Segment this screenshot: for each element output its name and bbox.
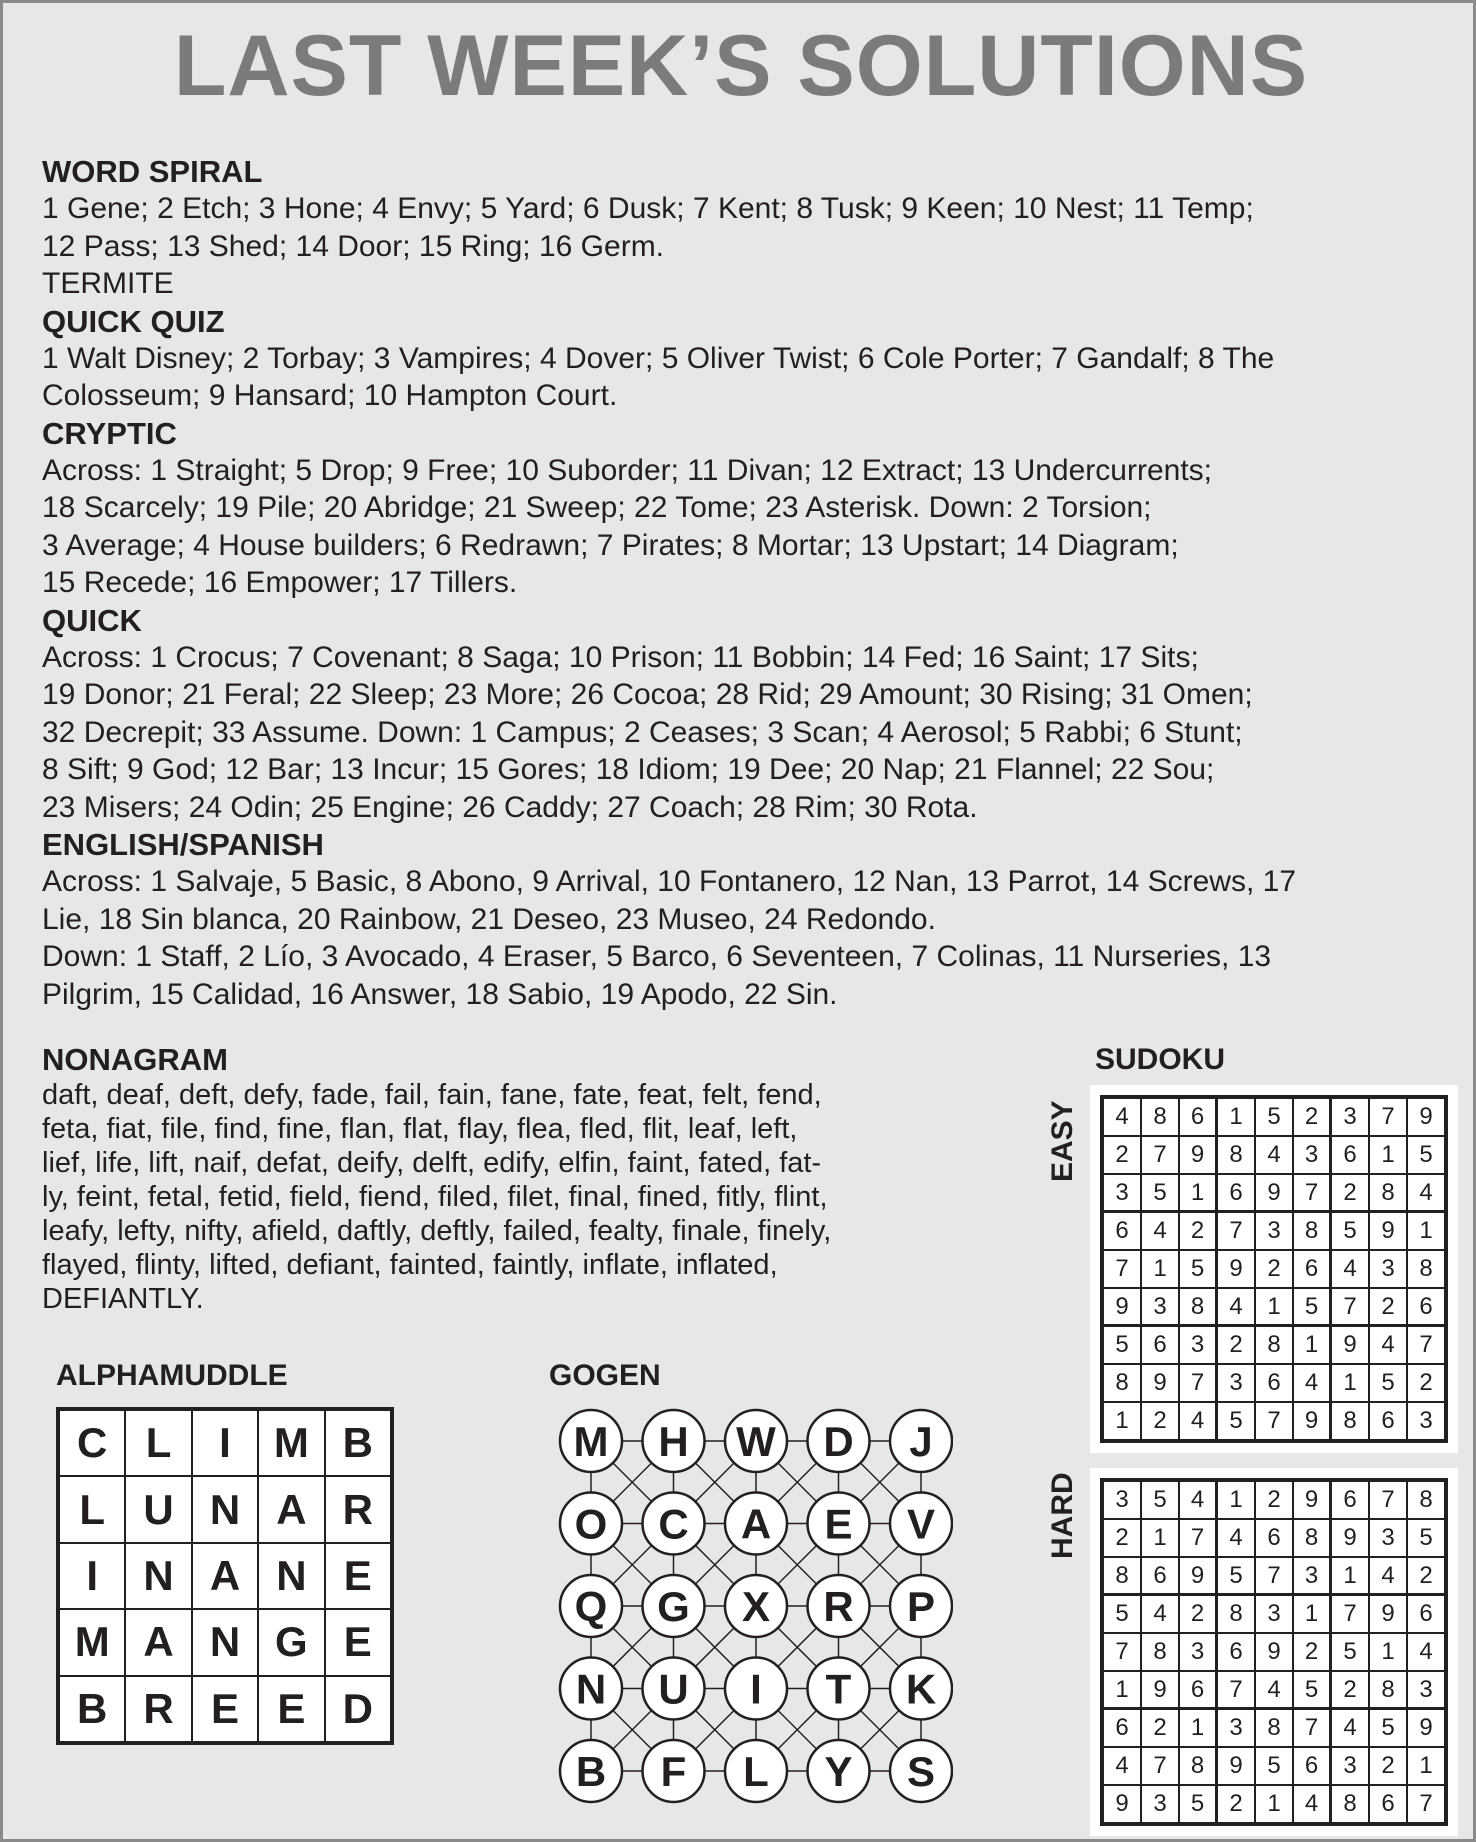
gogen-letter: H (658, 1418, 689, 1465)
alphamuddle-cell: A (192, 1543, 258, 1609)
nonagram-text-line: flayed, flinty, lifted, defiant, fainted, faintly, inflate, inflated, (42, 1249, 778, 1281)
sudoku-hard-cell: 4 (1407, 1633, 1445, 1671)
section-text-line: Down: 1 Staff, 2 Lío, 3 Avocado, 4 Eraser, 5 Barco, 6 Seventeen, 7 Colinas, 11 Nurseries, 13 (42, 940, 1272, 973)
sudoku-easy-cell: 6 (1141, 1326, 1179, 1364)
sudoku-easy-cell: 1 (1179, 1174, 1217, 1212)
gogen-letter: Y (824, 1748, 853, 1795)
sudoku-hard-cell: 9 (1179, 1557, 1217, 1595)
sudoku-easy-cell: 2 (1179, 1212, 1217, 1250)
sudoku-hard-cell: 3 (1103, 1481, 1141, 1519)
section-heading: WORD SPIRAL (42, 154, 263, 189)
nonagram-text-line: feta, fiat, file, find, fine, flan, flat, flay, flea, fled, flit, leaf, left, (42, 1113, 798, 1145)
sudoku-hard-cell: 1 (1141, 1519, 1179, 1557)
sudoku-hard-cell: 7 (1331, 1595, 1369, 1633)
sudoku-easy-cell: 7 (1331, 1288, 1369, 1326)
sudoku-easy-cell: 6 (1217, 1174, 1255, 1212)
sudoku-hard-cell: 5 (1407, 1519, 1445, 1557)
sudoku-hard-cell: 8 (1369, 1671, 1407, 1709)
section-text-line: Across: 1 Crocus; 7 Covenant; 8 Saga; 10 Prison; 11 Bobbin; 14 Fed; 16 Saint; 17 Sits; (42, 640, 1199, 674)
sudoku-easy-cell: 5 (1331, 1212, 1369, 1250)
sudoku-easy-cell: 9 (1293, 1402, 1331, 1440)
sudoku-easy-cell: 1 (1407, 1212, 1445, 1250)
alphamuddle-cell: A (258, 1476, 324, 1542)
sudoku-hard-cell: 8 (1103, 1557, 1141, 1595)
gogen-letter: S (906, 1748, 936, 1795)
section-text-line: Across: 1 Straight; 5 Drop; 9 Free; 10 Suborder; 11 Divan; 12 Extract; 13 Undercurrents; (42, 453, 1212, 487)
sudoku-easy-cell: 4 (1217, 1288, 1255, 1326)
sudoku-easy-cell: 3 (1369, 1250, 1407, 1288)
sudoku-easy-cell: 1 (1255, 1288, 1293, 1326)
alphamuddle-cell: N (192, 1609, 258, 1675)
sudoku-easy-cell: 3 (1141, 1288, 1179, 1326)
sudoku-easy-cell: 4 (1103, 1098, 1141, 1136)
alphamuddle-cell: L (125, 1410, 191, 1476)
sudoku-easy-cell: 3 (1217, 1364, 1255, 1402)
sudoku-easy-cell: 8 (1179, 1288, 1217, 1326)
gogen-heading: GOGEN (549, 1359, 661, 1392)
sudoku-hard-cell: 2 (1293, 1633, 1331, 1671)
sudoku-easy-cell: 8 (1293, 1212, 1331, 1250)
sudoku-hard-cell: 6 (1103, 1709, 1141, 1747)
sudoku-easy-cell: 5 (1369, 1364, 1407, 1402)
section-text-line: Pilgrim, 15 Calidad, 16 Answer, 18 Sabio, 19 Apodo, 22 Sin. (42, 977, 838, 1011)
nonagram-text-line: DEFIANTLY. (42, 1283, 204, 1315)
sudoku-easy-cell: 5 (1179, 1250, 1217, 1288)
sudoku-easy-cell: 2 (1255, 1250, 1293, 1288)
section-text-line: 23 Misers; 24 Odin; 25 Engine; 26 Caddy; 27 Coach; 28 Rim; 30 Rota. (42, 790, 978, 824)
sudoku-hard-cell: 2 (1141, 1709, 1179, 1747)
sudoku-hard-cell: 8 (1217, 1595, 1255, 1633)
sudoku-hard-cell: 2 (1407, 1557, 1445, 1595)
sudoku-easy-cell: 3 (1293, 1136, 1331, 1174)
sudoku-easy-cell: 4 (1407, 1174, 1445, 1212)
sudoku-hard-cell: 6 (1179, 1671, 1217, 1709)
sudoku-hard-cell: 9 (1255, 1633, 1293, 1671)
sudoku-hard-cell: 8 (1331, 1785, 1369, 1823)
sudoku-easy-cell: 8 (1255, 1326, 1293, 1364)
section-text-line: 19 Donor; 21 Feral; 22 Sleep; 23 More; 26 Cocoa; 28 Rid; 29 Amount; 30 Rising; 31 Omen; (42, 678, 1253, 711)
sudoku-easy-cell: 2 (1293, 1098, 1331, 1136)
sudoku-hard-cell: 4 (1331, 1709, 1369, 1747)
sudoku-hard-cell: 8 (1255, 1709, 1293, 1747)
sudoku-easy-cell: 2 (1369, 1288, 1407, 1326)
sudoku-easy-cell: 1 (1331, 1364, 1369, 1402)
sudoku-easy (1090, 1085, 1458, 1453)
sudoku-hard-cell: 9 (1369, 1595, 1407, 1633)
gogen-letter: E (824, 1500, 853, 1548)
sudoku-hard-cell: 3 (1141, 1785, 1179, 1823)
sudoku-hard-cell: 5 (1141, 1481, 1179, 1519)
alphamuddle-cell: E (192, 1676, 258, 1742)
sudoku-easy-cell: 8 (1141, 1098, 1179, 1136)
section-text-line: 15 Recede; 16 Empower; 17 Tillers. (42, 566, 518, 599)
alphamuddle-cell: E (325, 1543, 391, 1609)
section-text-line: 1 Walt Disney; 2 Torbay; 3 Vampires; 4 Dover; 5 Oliver Twist; 6 Cole Porter; 7 Gandalf; 8 The (42, 341, 1275, 375)
gogen-letter: A (740, 1500, 772, 1548)
gogen-grid (553, 1403, 953, 1823)
sudoku-easy-cell: 3 (1407, 1402, 1445, 1440)
sudoku-hard-cell: 5 (1293, 1671, 1331, 1709)
sudoku-easy-cell: 2 (1103, 1136, 1141, 1174)
sudoku-hard-cell: 4 (1103, 1747, 1141, 1785)
gogen-letter: J (909, 1418, 933, 1465)
sudoku-hard-cell: 9 (1407, 1709, 1445, 1747)
alphamuddle-cell: I (59, 1543, 125, 1609)
sudoku-easy-cell: 6 (1407, 1288, 1445, 1326)
gogen-letter: C (658, 1500, 689, 1548)
sudoku-heading: SUDOKU (1095, 1043, 1226, 1076)
sudoku-easy-cell: 8 (1217, 1136, 1255, 1174)
sudoku-easy-cell: 2 (1217, 1326, 1255, 1364)
alphamuddle-heading: ALPHAMUDDLE (56, 1359, 288, 1392)
gogen-letter: W (736, 1418, 776, 1465)
section-text-line: 1 Gene; 2 Etch; 3 Hone; 4 Envy; 5 Yard; 6 Dusk; 7 Kent; 8 Tusk; 9 Keen; 10 Nest; 11 Temp; (42, 192, 1254, 225)
sudoku-hard-cell: 9 (1331, 1519, 1369, 1557)
sudoku-easy-cell: 9 (1103, 1288, 1141, 1326)
sudoku-hard-cell: 9 (1103, 1785, 1141, 1823)
alphamuddle-cell: R (325, 1476, 391, 1542)
sudoku-hard-cell: 7 (1255, 1557, 1293, 1595)
gogen-letter: U (658, 1665, 689, 1713)
sudoku-easy-cell: 9 (1217, 1250, 1255, 1288)
alphamuddle-cell: E (258, 1676, 324, 1742)
sudoku-hard-cell: 5 (1217, 1557, 1255, 1595)
sudoku-easy-cell: 7 (1369, 1098, 1407, 1136)
sudoku-easy-cell: 6 (1369, 1402, 1407, 1440)
sudoku-easy-cell: 5 (1293, 1288, 1331, 1326)
alphamuddle-cell: A (125, 1609, 191, 1675)
sudoku-hard-cell: 2 (1255, 1481, 1293, 1519)
alphamuddle-cell: B (59, 1676, 125, 1742)
sudoku-hard-cell: 7 (1293, 1709, 1331, 1747)
section-text-line: Across: 1 Salvaje, 5 Basic, 8 Abono, 9 Arrival, 10 Fontanero, 12 Nan, 13 Parrot, 14 Screws, 17 (42, 865, 1297, 898)
sudoku-hard-cell: 8 (1179, 1747, 1217, 1785)
sudoku-easy-cell: 1 (1293, 1326, 1331, 1364)
sudoku-easy-cell: 6 (1103, 1212, 1141, 1250)
sudoku-easy-cell: 1 (1369, 1136, 1407, 1174)
sudoku-easy-cell: 7 (1255, 1402, 1293, 1440)
sudoku-hard-cell: 2 (1369, 1747, 1407, 1785)
section-text-line: TERMITE (42, 267, 174, 300)
alphamuddle-cell: U (125, 1476, 191, 1542)
gogen-letter: V (906, 1500, 936, 1548)
sudoku-hard-cell: 6 (1141, 1557, 1179, 1595)
sudoku-easy-cell: 2 (1141, 1402, 1179, 1440)
gogen-letter: P (906, 1583, 936, 1630)
sudoku-hard-cell: 1 (1255, 1785, 1293, 1823)
sudoku-hard-cell: 6 (1255, 1519, 1293, 1557)
alphamuddle-cell: I (192, 1410, 258, 1476)
sudoku-hard-cell: 3 (1331, 1747, 1369, 1785)
sudoku-hard-cell: 1 (1293, 1595, 1331, 1633)
sudoku-easy-cell: 9 (1141, 1364, 1179, 1402)
gogen-letter: D (823, 1418, 854, 1465)
nonagram-text-line: ly, feint, fetal, fetid, field, fiend, filed, filet, final, fined, fitly, flint, (42, 1181, 828, 1213)
section-heading: QUICK (42, 602, 142, 638)
sudoku-hard-cell: 4 (1141, 1595, 1179, 1633)
sudoku-easy-cell: 6 (1293, 1250, 1331, 1288)
sudoku-hard-cell: 2 (1331, 1671, 1369, 1709)
sudoku-hard-cell: 4 (1179, 1481, 1217, 1519)
sudoku-hard-cell: 7 (1141, 1747, 1179, 1785)
sudoku-easy-grid (1100, 1095, 1448, 1443)
sudoku-hard (1090, 1468, 1458, 1836)
section-text-line: 8 Sift; 9 God; 12 Bar; 13 Incur; 15 Gores; 18 Idiom; 19 Dee; 20 Nap; 21 Flannel; 22 Sou; (42, 753, 1215, 786)
sudoku-easy-cell: 4 (1331, 1250, 1369, 1288)
gogen-letter: L (743, 1748, 769, 1795)
sudoku-hard-cell: 2 (1217, 1785, 1255, 1823)
gogen-letter: X (741, 1583, 771, 1630)
sudoku-hard-label: HARD (1046, 1472, 1079, 1559)
sudoku-hard-cell: 4 (1293, 1785, 1331, 1823)
sudoku-hard-cell: 2 (1103, 1519, 1141, 1557)
sudoku-easy-cell: 7 (1217, 1212, 1255, 1250)
sudoku-easy-cell: 5 (1255, 1098, 1293, 1136)
gogen-letter: Q (574, 1583, 608, 1630)
sudoku-easy-cell: 7 (1103, 1250, 1141, 1288)
sudoku-easy-cell: 4 (1293, 1364, 1331, 1402)
sudoku-easy-cell: 1 (1141, 1250, 1179, 1288)
sudoku-easy-cell: 1 (1103, 1402, 1141, 1440)
sudoku-easy-cell: 9 (1407, 1098, 1445, 1136)
sudoku-hard-cell: 7 (1103, 1633, 1141, 1671)
sudoku-hard-cell: 3 (1293, 1557, 1331, 1595)
sudoku-easy-cell: 9 (1179, 1136, 1217, 1174)
gogen-letter: G (657, 1583, 690, 1630)
gogen-letter: N (575, 1665, 607, 1713)
section-text-line: 12 Pass; 13 Shed; 14 Door; 15 Ring; 16 Germ. (42, 229, 665, 263)
sudoku-hard-cell: 5 (1331, 1633, 1369, 1671)
sudoku-easy-cell: 5 (1217, 1402, 1255, 1440)
sudoku-easy-cell: 9 (1255, 1174, 1293, 1212)
sudoku-easy-cell: 9 (1369, 1212, 1407, 1250)
gogen-letter: O (574, 1500, 608, 1548)
gogen-letter: I (750, 1665, 762, 1713)
alphamuddle-cell: N (258, 1543, 324, 1609)
sudoku-hard-cell: 1 (1407, 1747, 1445, 1785)
sudoku-hard-cell: 1 (1331, 1557, 1369, 1595)
sudoku-easy-cell: 6 (1179, 1098, 1217, 1136)
sudoku-hard-cell: 7 (1407, 1785, 1445, 1823)
sudoku-easy-cell: 3 (1103, 1174, 1141, 1212)
alphamuddle-cell: E (325, 1609, 391, 1675)
alphamuddle-cell: D (325, 1676, 391, 1742)
nonagram-text-line: lief, life, lift, naif, defat, deify, delft, edify, elfin, faint, fated, fat- (42, 1147, 822, 1179)
sudoku-easy-cell: 6 (1255, 1364, 1293, 1402)
sudoku-easy-cell: 5 (1407, 1136, 1445, 1174)
sudoku-hard-cell: 8 (1407, 1481, 1445, 1519)
sudoku-easy-cell: 2 (1407, 1364, 1445, 1402)
alphamuddle-cell: G (258, 1609, 324, 1675)
alphamuddle-cell: L (59, 1476, 125, 1542)
sudoku-easy-cell: 4 (1179, 1402, 1217, 1440)
sudoku-easy-cell: 8 (1331, 1402, 1369, 1440)
sudoku-easy-cell: 1 (1217, 1098, 1255, 1136)
sudoku-easy-cell: 4 (1141, 1212, 1179, 1250)
alphamuddle-cell: M (258, 1410, 324, 1476)
sudoku-hard-cell: 5 (1179, 1785, 1217, 1823)
nonagram-text-line: daft, deaf, deft, defy, fade, fail, fain, fane, fate, feat, felt, fend, (42, 1079, 822, 1111)
section-heading: CRYPTIC (42, 415, 177, 451)
sudoku-hard-cell: 5 (1103, 1595, 1141, 1633)
sudoku-easy-cell: 3 (1179, 1326, 1217, 1364)
sudoku-hard-cell: 3 (1255, 1595, 1293, 1633)
text-solutions (42, 153, 1452, 1013)
sudoku-hard-cell: 7 (1217, 1671, 1255, 1709)
sudoku-hard-cell: 7 (1179, 1519, 1217, 1557)
alphamuddle-cell: M (59, 1609, 125, 1675)
alphamuddle-cell: N (192, 1476, 258, 1542)
sudoku-hard-cell: 4 (1255, 1671, 1293, 1709)
section-text-line: 32 Decrepit; 33 Assume. Down: 1 Campus; 2 Ceases; 3 Scan; 4 Aerosol; 5 Rabbi; 6 Stunt; (42, 715, 1243, 749)
sudoku-hard-cell: 1 (1103, 1671, 1141, 1709)
sudoku-hard-cell: 9 (1217, 1747, 1255, 1785)
sudoku-hard-cell: 3 (1179, 1633, 1217, 1671)
section-text-line: 3 Average; 4 House builders; 6 Redrawn; 7 Pirates; 8 Mortar; 13 Upstart; 14 Diagram; (42, 528, 1179, 562)
gogen-letter: F (660, 1748, 687, 1795)
sudoku-hard-cell: 8 (1293, 1519, 1331, 1557)
section-text-line: Lie, 18 Sin blanca, 20 Rainbow, 21 Deseo, 23 Museo, 24 Redondo. (42, 902, 936, 936)
sudoku-hard-cell: 6 (1293, 1747, 1331, 1785)
sudoku-hard-cell: 1 (1217, 1481, 1255, 1519)
alphamuddle-cell: B (325, 1410, 391, 1476)
sudoku-easy-cell: 5 (1141, 1174, 1179, 1212)
sudoku-hard-cell: 6 (1331, 1481, 1369, 1519)
sudoku-easy-cell: 7 (1179, 1364, 1217, 1402)
sudoku-easy-cell: 7 (1293, 1174, 1331, 1212)
nonagram-section (42, 1041, 1002, 1316)
sudoku-easy-cell: 2 (1331, 1174, 1369, 1212)
sudoku-easy-cell: 6 (1331, 1136, 1369, 1174)
gogen-letter: M (573, 1418, 609, 1465)
section-heading: ENGLISH/SPANISH (42, 827, 324, 862)
sudoku-hard-cell: 2 (1179, 1595, 1217, 1633)
sudoku-hard-cell: 1 (1369, 1633, 1407, 1671)
sudoku-hard-cell: 6 (1369, 1785, 1407, 1823)
sudoku-hard-cell: 9 (1293, 1481, 1331, 1519)
sudoku-hard-cell: 5 (1255, 1747, 1293, 1785)
sudoku-hard-cell: 7 (1369, 1481, 1407, 1519)
sudoku-hard-cell: 3 (1369, 1519, 1407, 1557)
sudoku-hard-cell: 4 (1217, 1519, 1255, 1557)
sudoku-hard-cell: 6 (1407, 1595, 1445, 1633)
sudoku-hard-cell: 1 (1179, 1709, 1217, 1747)
alphamuddle-cell: C (59, 1410, 125, 1476)
gogen-letter: B (575, 1748, 607, 1795)
sudoku-hard-grid (1100, 1478, 1448, 1826)
gogen-letter: R (823, 1583, 854, 1630)
sudoku-easy-cell: 4 (1369, 1326, 1407, 1364)
nonagram-text-line: leafy, lefty, nifty, afield, daftly, deftly, failed, fealty, finale, finely, (42, 1215, 832, 1247)
section-heading: QUICK QUIZ (42, 303, 225, 339)
sudoku-easy-cell: 8 (1407, 1250, 1445, 1288)
sudoku-easy-cell: 7 (1141, 1136, 1179, 1174)
alphamuddle-cell: N (125, 1543, 191, 1609)
sudoku-hard-cell: 5 (1369, 1709, 1407, 1747)
sudoku-easy-cell: 8 (1103, 1364, 1141, 1402)
alphamuddle-cell: R (125, 1676, 191, 1742)
section-text-line: Colosseum; 9 Hansard; 10 Hampton Court. (42, 379, 618, 412)
sudoku-easy-cell: 9 (1331, 1326, 1369, 1364)
sudoku-hard-cell: 6 (1217, 1633, 1255, 1671)
sudoku-hard-cell: 4 (1369, 1557, 1407, 1595)
sudoku-hard-cell: 3 (1217, 1709, 1255, 1747)
alphamuddle-grid (56, 1407, 394, 1745)
sudoku-easy-cell: 5 (1103, 1326, 1141, 1364)
sudoku-hard-cell: 3 (1407, 1671, 1445, 1709)
section-text-line: 18 Scarcely; 19 Pile; 20 Abridge; 21 Sweep; 22 Tome; 23 Asterisk. Down: 2 Torsion; (42, 491, 1152, 524)
sudoku-hard-cell: 8 (1141, 1633, 1179, 1671)
gogen-letter: K (905, 1665, 937, 1713)
gogen-letter: T (825, 1665, 852, 1713)
sudoku-easy-cell: 7 (1407, 1326, 1445, 1364)
sudoku-easy-cell: 8 (1369, 1174, 1407, 1212)
sudoku-hard-cell: 9 (1141, 1671, 1179, 1709)
sudoku-easy-cell: 4 (1255, 1136, 1293, 1174)
page-title: LAST WEEK’S SOLUTIONS (173, 18, 1309, 114)
sudoku-easy-cell: 3 (1331, 1098, 1369, 1136)
sudoku-easy-cell: 3 (1255, 1212, 1293, 1250)
sudoku-easy-label: EASY (1046, 1100, 1079, 1182)
nonagram-heading: NONAGRAM (42, 1042, 228, 1077)
